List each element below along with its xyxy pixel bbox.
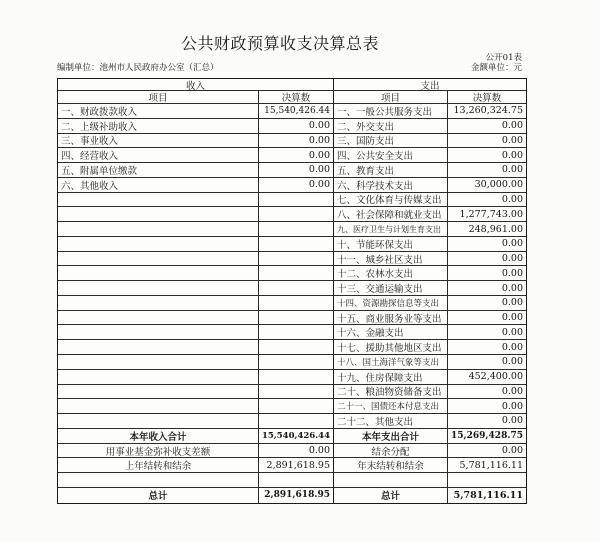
expense-amount-cell	[447, 207, 526, 221]
expense-item-text: 六、科学技术支出	[337, 180, 414, 192]
expense-item-cell	[333, 163, 447, 177]
expense-item-text: 二、外交支出	[337, 121, 395, 133]
expense-amount-text: 0.00	[501, 134, 523, 146]
income-item-cell	[58, 399, 258, 413]
expense-amount-cell	[447, 458, 526, 472]
amount-unit: 金额单位：元	[470, 63, 522, 73]
table-row	[58, 458, 526, 473]
expense-section-header-text: 支出	[420, 80, 440, 90]
income-amount-cell	[258, 163, 333, 177]
table-column-header-row	[58, 91, 526, 104]
fiscal-table	[57, 78, 527, 504]
table-row	[58, 237, 526, 252]
income-amount-cell	[258, 252, 333, 266]
expense-item-text: 十七、援助其他地区支出	[337, 343, 442, 355]
income-item-cell	[58, 385, 258, 399]
expense-item-text: 本年支出合计	[361, 431, 419, 443]
expense-item-text: 十二、农林水支出	[337, 269, 414, 281]
expense-item-text: 年末结转和结余	[357, 461, 424, 473]
table-row	[58, 370, 526, 385]
expense-item-text: 十九、住房保障支出	[337, 372, 423, 384]
expense-item-cell	[333, 399, 447, 413]
col-expense-amount-header-text: 决算数	[472, 93, 502, 103]
income-amount-cell	[258, 370, 333, 384]
table-row	[58, 399, 526, 414]
expense-item-text: 四、公共安全支出	[337, 151, 414, 163]
col-income-amount-header	[258, 91, 333, 103]
income-item-text: 二、上级补助收入	[61, 121, 138, 133]
table-section-header-row	[58, 79, 526, 91]
table-row	[58, 119, 526, 134]
expense-amount-text: 0.00	[501, 267, 523, 279]
expense-amount-cell	[447, 193, 526, 207]
income-amount-cell	[258, 237, 333, 251]
expense-amount-text: 0.00	[501, 415, 523, 427]
expense-amount-cell	[447, 355, 526, 369]
expense-amount-cell	[447, 429, 526, 443]
income-item-cell	[58, 296, 258, 310]
table-row	[58, 178, 526, 193]
income-item-cell	[58, 444, 258, 458]
expense-item-cell	[333, 281, 447, 295]
income-amount-cell	[258, 193, 333, 207]
income-amount-cell	[258, 222, 333, 236]
expense-amount-text: 1,277,743.00	[459, 208, 523, 220]
table-row	[58, 311, 526, 326]
income-item-cell	[58, 207, 258, 221]
table-row	[58, 385, 526, 400]
expense-amount-cell	[447, 237, 526, 251]
expense-item-text: 九、医疗卫生与计划生育支出	[337, 224, 441, 234]
table-row	[58, 148, 526, 163]
income-amount-cell	[258, 429, 333, 443]
income-item-cell	[58, 237, 258, 251]
expense-amount-text: 0.00	[501, 444, 523, 456]
expense-amount-text: 0.00	[501, 385, 523, 397]
table-row	[58, 444, 526, 459]
expense-item-text: 十五、商业服务业等支出	[337, 313, 442, 325]
income-item-text: 六、其他收入	[61, 180, 119, 192]
income-amount-cell	[258, 104, 333, 118]
income-item-cell	[58, 163, 258, 177]
expense-amount-cell	[447, 281, 526, 295]
expense-amount-cell	[447, 414, 526, 428]
income-amount-cell	[258, 296, 333, 310]
expense-amount-text: 0.00	[501, 253, 523, 265]
expense-amount-text: 5,781,116.11	[453, 489, 523, 501]
expense-amount-cell	[447, 148, 526, 162]
income-item-text: 四、经营收入	[61, 151, 119, 163]
expense-amount-text: 0.00	[501, 400, 523, 412]
expense-item-cell	[333, 296, 447, 310]
expense-item-cell	[333, 370, 447, 384]
income-amount-text: 2,891,618.95	[264, 490, 330, 501]
compiling-unit: 编制单位：池州市人民政府办公室（汇总）	[57, 63, 219, 73]
table-row	[58, 488, 526, 503]
expense-amount-cell	[447, 473, 526, 487]
expense-amount-cell	[447, 104, 526, 118]
expense-item-cell	[333, 148, 447, 162]
income-amount-text: 0.00	[308, 149, 330, 161]
expense-amount-text: 0.00	[501, 164, 523, 176]
income-item-cell	[58, 148, 258, 162]
expense-amount-text: 0.00	[501, 120, 523, 132]
income-section-header-text: 收入	[185, 80, 205, 90]
income-amount-text: 0.00	[308, 164, 330, 176]
expense-section-header	[333, 79, 526, 90]
table-row	[58, 193, 526, 208]
table-row	[58, 281, 526, 296]
expense-item-text: 结余分配	[371, 446, 410, 458]
income-item-cell	[58, 266, 258, 280]
income-amount-cell	[258, 340, 333, 354]
income-item-text: 用事业基金弥补收支差额	[105, 446, 211, 458]
expense-item-text: 八、社会保障和就业支出	[337, 210, 442, 222]
expense-amount-text: 0.00	[501, 312, 523, 324]
income-amount-cell	[258, 207, 333, 221]
expense-item-cell	[333, 444, 447, 458]
expense-item-cell	[333, 355, 447, 369]
expense-amount-cell	[447, 266, 526, 280]
table-row	[58, 266, 526, 281]
income-item-cell	[58, 178, 258, 192]
expense-amount-text: 0.00	[501, 193, 523, 205]
expense-amount-text: 248,961.00	[468, 223, 523, 235]
expense-item-text: 十四、资源勘探信息等支出	[337, 298, 440, 309]
col-expense-item-header	[333, 91, 447, 103]
income-item-cell	[58, 134, 258, 148]
expense-item-cell	[333, 385, 447, 399]
expense-amount-cell	[447, 340, 526, 354]
income-item-cell	[58, 325, 258, 339]
expense-amount-text: 0.00	[501, 297, 523, 309]
expense-item-text: 十六、金融支出	[337, 328, 404, 340]
income-amount-cell	[258, 325, 333, 339]
income-amount-text: 0.00	[308, 134, 330, 146]
expense-amount-cell	[447, 252, 526, 266]
income-amount-cell	[258, 488, 333, 503]
income-amount-cell	[258, 148, 333, 162]
income-item-text: 一、财政拨款收入	[61, 106, 138, 118]
expense-item-cell	[333, 340, 447, 354]
income-item-text: 上年结转和结余	[124, 461, 192, 473]
form-code: 公开01表	[485, 53, 522, 63]
expense-amount-text: 0.00	[501, 149, 523, 161]
income-section-header	[58, 79, 333, 90]
expense-item-text: 二十、粮油物资储备支出	[337, 387, 442, 399]
expense-item-text: 三、国防支出	[337, 136, 395, 148]
expense-amount-text: 0.00	[501, 356, 523, 368]
income-item-cell	[58, 473, 258, 487]
income-item-cell	[58, 119, 258, 133]
income-item-cell	[58, 281, 258, 295]
income-item-cell	[58, 193, 258, 207]
expense-item-text: 十、节能环保支出	[337, 239, 414, 251]
page-title: 公共财政预算收支决算总表	[180, 34, 379, 53]
expense-item-cell	[333, 429, 447, 443]
income-item-cell	[58, 104, 258, 118]
expense-item-cell	[333, 104, 447, 118]
income-item-text: 本年收入合计	[129, 431, 187, 443]
expense-item-cell	[333, 473, 447, 487]
expense-item-text: 十三、交通运输支出	[337, 284, 423, 295]
income-amount-cell	[258, 266, 333, 280]
income-item-cell	[58, 458, 258, 472]
expense-amount-cell	[447, 488, 526, 503]
income-item-cell	[58, 222, 258, 236]
income-item-cell	[58, 340, 258, 354]
expense-amount-text: 30,000.00	[474, 179, 523, 191]
expense-amount-cell	[447, 178, 526, 192]
expense-amount-text: 5,781,116.11	[459, 459, 523, 471]
table-row	[58, 207, 526, 222]
expense-item-text: 十八、国土海洋气象等支出	[337, 357, 440, 368]
expense-amount-cell	[447, 119, 526, 133]
table-row	[58, 355, 526, 370]
income-item-cell	[58, 414, 258, 428]
expense-amount-cell	[447, 134, 526, 148]
expense-amount-text: 0.00	[501, 282, 523, 294]
expense-item-cell	[333, 325, 447, 339]
table-row	[58, 414, 526, 429]
expense-amount-cell	[447, 399, 526, 413]
income-item-text: 三、事业收入	[61, 136, 119, 148]
table-body	[58, 104, 526, 503]
expense-amount-cell	[447, 163, 526, 177]
table-row	[58, 296, 526, 311]
income-amount-cell	[258, 444, 333, 458]
income-amount-text: 15,540,426.44	[261, 430, 330, 441]
expense-item-cell	[333, 266, 447, 280]
expense-item-cell	[333, 134, 447, 148]
income-item-text: 总计	[148, 491, 168, 503]
expense-amount-cell	[447, 325, 526, 339]
expense-amount-cell	[447, 444, 526, 458]
expense-item-cell	[333, 311, 447, 325]
expense-item-cell	[333, 414, 447, 428]
expense-item-cell	[333, 193, 447, 207]
expense-amount-text: 452,400.00	[468, 371, 523, 383]
income-amount-cell	[258, 399, 333, 413]
expense-item-cell	[333, 222, 447, 236]
expense-item-text: 一、一般公共服务支出	[337, 106, 433, 118]
col-income-amount-header-text: 决算数	[281, 93, 311, 103]
table-row	[58, 104, 526, 119]
income-amount-cell	[258, 355, 333, 369]
table-row	[58, 473, 526, 488]
income-item-cell	[58, 311, 258, 325]
income-item-cell	[58, 252, 258, 266]
income-item-cell	[58, 429, 258, 443]
expense-amount-cell	[447, 296, 526, 310]
expense-item-cell	[333, 119, 447, 133]
expense-amount-text: 15,269,428.75	[450, 430, 523, 441]
expense-amount-text: 0.00	[501, 341, 523, 353]
income-amount-cell	[258, 119, 333, 133]
expense-item-text: 五、教育支出	[337, 165, 395, 177]
col-expense-item-header-text: 项目	[380, 93, 400, 103]
col-income-item-header-text: 项目	[148, 93, 168, 103]
expense-amount-text: 0.00	[501, 326, 523, 338]
income-amount-cell	[258, 134, 333, 148]
expense-item-cell	[333, 207, 447, 221]
income-amount-text: 0.00	[308, 444, 330, 456]
table-row	[58, 163, 526, 178]
expense-item-text: 十一、城乡社区支出	[337, 254, 423, 266]
income-amount-text: 0.00	[308, 179, 330, 191]
table-row	[58, 252, 526, 267]
income-amount-text: 2,891,618.95	[266, 459, 330, 471]
expense-amount-cell	[447, 385, 526, 399]
expense-item-text: 二十二、其他支出	[337, 416, 414, 428]
income-amount-cell	[258, 385, 333, 399]
expense-item-text: 七、文化体育与传媒支出	[337, 195, 442, 207]
expense-amount-cell	[447, 370, 526, 384]
expense-amount-cell	[447, 311, 526, 325]
income-amount-text: 0.00	[308, 120, 330, 132]
expense-item-text: 二十一、国债还本付息支出	[337, 402, 440, 413]
expense-item-cell	[333, 488, 447, 503]
expense-item-cell	[333, 252, 447, 266]
table-row	[58, 325, 526, 340]
income-amount-cell	[258, 281, 333, 295]
expense-amount-text: 13,260,324.75	[453, 105, 523, 117]
expense-item-cell	[333, 237, 447, 251]
col-income-item-header	[58, 91, 258, 103]
table-row	[58, 429, 526, 444]
income-amount-text: 15,540,426.44	[264, 105, 330, 116]
income-amount-cell	[258, 473, 333, 487]
col-expense-amount-header	[447, 91, 526, 103]
expense-amount-cell	[447, 222, 526, 236]
income-item-text: 五、附属单位缴款	[61, 165, 138, 177]
income-item-cell	[58, 355, 258, 369]
expense-amount-text: 0.00	[501, 238, 523, 250]
income-amount-cell	[258, 414, 333, 428]
income-item-cell	[58, 370, 258, 384]
income-amount-cell	[258, 178, 333, 192]
table-row	[58, 340, 526, 355]
income-item-cell	[58, 488, 258, 503]
expense-item-text: 总计	[380, 491, 400, 503]
income-amount-cell	[258, 458, 333, 472]
table-row	[58, 222, 526, 237]
expense-item-cell	[333, 458, 447, 472]
table-row	[58, 134, 526, 149]
expense-item-cell	[333, 178, 447, 192]
income-amount-cell	[258, 311, 333, 325]
